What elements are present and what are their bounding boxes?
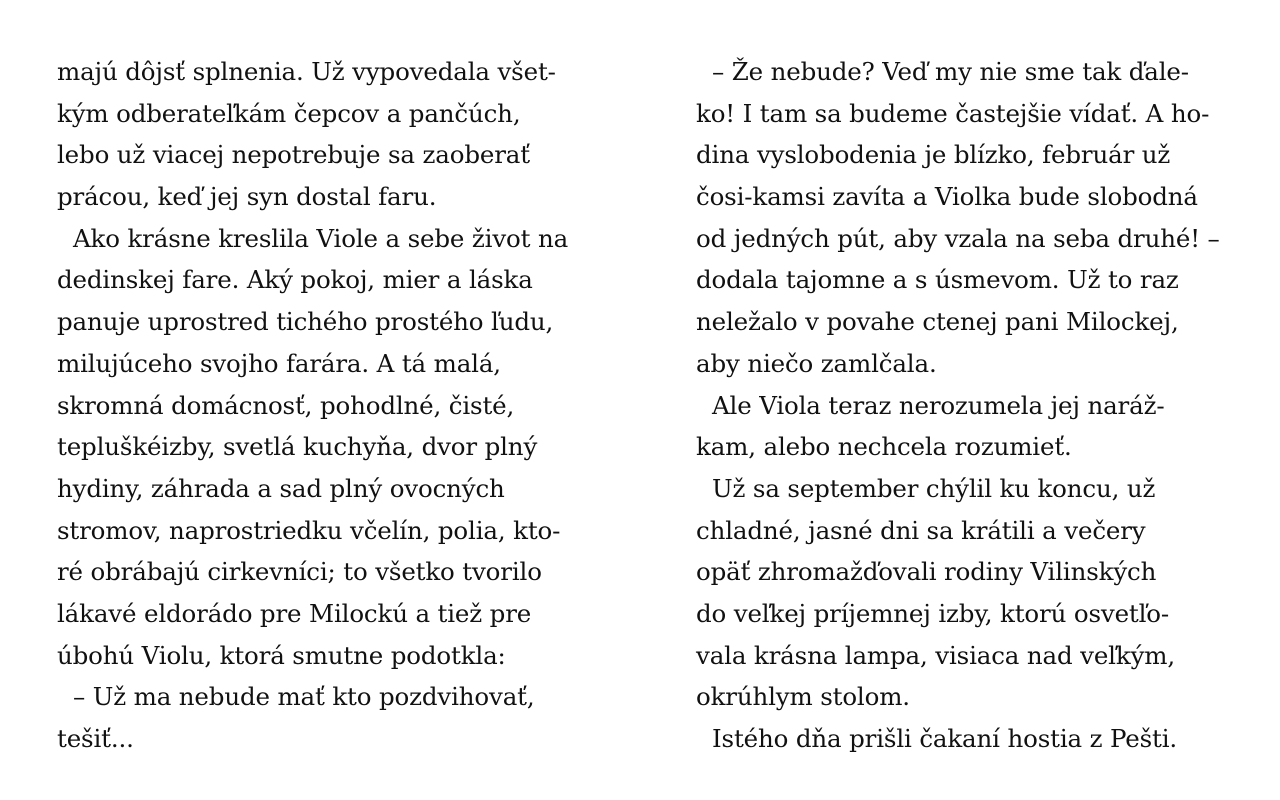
left-page-text-line: hydiny, záhrada a sad plný ovocných — [57, 473, 505, 503]
left-page-text-line: lákavé eldorádo pre Milockú a tiež pre — [57, 598, 532, 628]
right-page-text-line: do veľkej príjemnej izby, ktorú osvetľo- — [696, 598, 1170, 628]
left-page-text-line: tepluškéizby, svetlá kuchyňa, dvor plný — [57, 432, 538, 462]
left-page-text-line: Ako krásne kreslila Viole a sebe život na — [73, 223, 569, 253]
right-page-text-line: opäť zhromažďovali rodiny Vilinských — [696, 557, 1157, 587]
right-page-text-line: Istého dňa prišli čakaní hostia z Pešti. — [712, 724, 1178, 753]
left-page-text-line: tešiť... — [57, 724, 134, 753]
right-page-text-line: Už sa september chýlil ku koncu, už — [712, 473, 1156, 503]
left-page — [57, 51, 617, 760]
left-page-text-line: kým odberateľkám čepcov a pančúch, — [57, 98, 521, 128]
left-page-text-line: panuje uprostred tichého prostého ľudu, — [57, 307, 554, 337]
right-page-text-line: okrúhlym stolom. — [696, 682, 910, 712]
left-page-text-line: milujúceho svojho farára. A tá malá, — [57, 348, 501, 378]
left-page-text-line: úbohú Violu, ktorá smutne podotkla: — [57, 640, 506, 670]
left-page-text-line: ré obrábajú cirkevníci; to všetko tvorilo — [57, 557, 542, 587]
left-page-text-line: majú dôjsť splnenia. Už vypovedala všet- — [57, 57, 556, 86]
right-page-text-line: Ale Viola teraz nerozumela jej naráž- — [712, 390, 1165, 420]
right-page — [696, 51, 1256, 760]
right-page-text-line: ko! I tam sa budeme častejšie vídať. A ho- — [696, 98, 1210, 128]
left-page-text-line: – Už ma nebude mať kto pozdvihovať, — [73, 682, 535, 712]
right-page-text-line: – Že nebude? Veď my nie sme tak ďale- — [712, 57, 1189, 86]
left-page-text-line: dedinskej fare. Aký pokoj, mier a láska — [57, 265, 533, 295]
right-page-text-line: chladné, jasné dni sa krátili a večery — [696, 515, 1146, 545]
right-page-text-line: kam, alebo nechcela rozumieť. — [696, 432, 1072, 462]
right-page-text-line: vala krásna lampa, visiaca nad veľkým, — [696, 640, 1175, 670]
right-page-text-line: od jedných pút, aby vzala na seba druhé! – — [696, 223, 1220, 253]
right-page-text-line: dodala tajomne a s úsmevom. Už to raz — [696, 265, 1179, 295]
right-page-text-line: aby niečo zamlčala. — [696, 348, 937, 378]
right-page-text-line: dina vyslobodenia je blízko, február už — [696, 140, 1171, 170]
left-page-text-line: skromná domácnosť, pohodlné, čisté, — [57, 390, 515, 420]
right-page-text-line: čosi-kamsi zavíta a Violka bude slobodná — [696, 182, 1198, 212]
right-page-text-line: neležalo v povahe ctenej pani Milockej, — [696, 307, 1179, 337]
left-page-text-line: stromov, naprostriedku včelín, polia, kto- — [57, 515, 561, 545]
left-page-text-line: lebo už viacej nepotrebuje sa zaoberať — [57, 140, 530, 170]
left-page-text-line: prácou, keď jej syn dostal faru. — [57, 182, 437, 212]
